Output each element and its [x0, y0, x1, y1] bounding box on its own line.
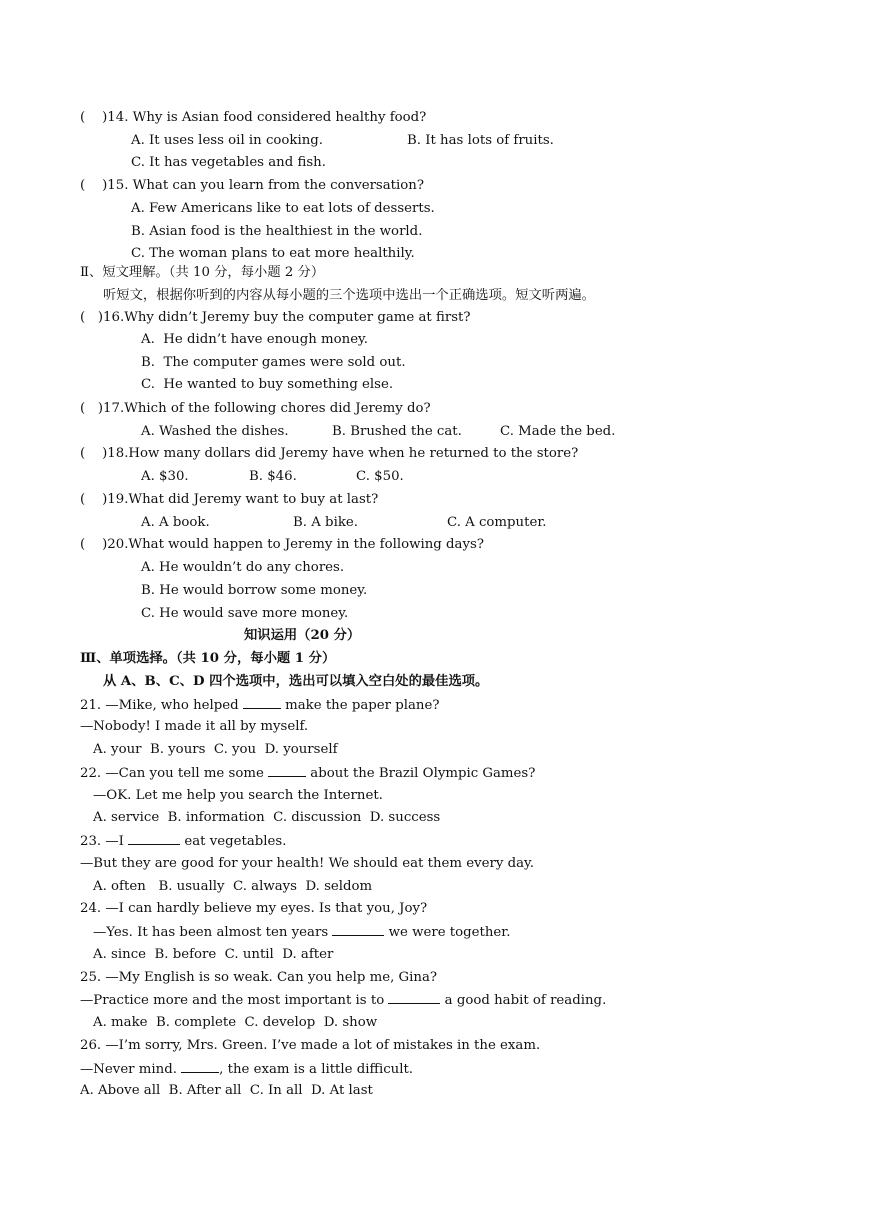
question-21-line-2: —Nobody! I made it all by myself. — [80, 719, 309, 734]
question-22-line-1: 22. —Can you tell me some about the Brazil Olympic Games? — [80, 766, 536, 781]
question-17-option-b: B. Brushed the cat. — [332, 424, 462, 439]
question-15-stem: ( )15. What can you learn from the conversation? — [80, 178, 424, 193]
question-14-option-c: C. It has vegetables and fish. — [131, 155, 326, 170]
question-20-option-b: B. He would borrow some money. — [141, 583, 368, 598]
question-20-stem: ( )20.What would happen to Jeremy in the following days? — [80, 537, 484, 552]
question-18-stem: ( )18.How many dollars did Jeremy have when he returned to the store? — [80, 446, 579, 461]
question-26-options: A. Above all B. After all C. In all D. At last — [80, 1083, 373, 1098]
question-21-line-1: 21. —Mike, who helped make the paper plane? — [80, 698, 440, 713]
section-2-heading: Ⅱ、短文理解。（共 10 分，每小题 2 分） — [80, 265, 325, 280]
question-24-options: A. since B. before C. until D. after — [93, 947, 334, 962]
question-21-options: A. your B. yours C. you D. yourself — [93, 742, 338, 757]
answer-blank — [268, 764, 306, 777]
question-17-stem: ( )17.Which of the following chores did Jeremy do? — [80, 401, 431, 416]
question-19-stem: ( )19.What did Jeremy want to buy at last? — [80, 492, 379, 507]
question-14-option-b: B. It has lots of fruits. — [407, 133, 554, 148]
question-26-line-2: —Never mind. , the exam is a little difficult. — [80, 1062, 414, 1077]
question-20-option-c: C. He would save more money. — [141, 606, 349, 621]
knowledge-section-title: 知识运用（20 分） — [244, 628, 361, 643]
answer-blank — [243, 696, 281, 709]
question-20-option-a: A. He wouldn’t do any chores. — [141, 560, 345, 575]
question-25-line-2: —Practice more and the most important is to a good habit of reading. — [80, 993, 607, 1008]
question-26-line-1: 26. —I’m sorry, Mrs. Green. I’ve made a lot of mistakes in the exam. — [80, 1038, 541, 1053]
question-23-line-2: —But they are good for your health! We should eat them every day. — [80, 856, 534, 871]
section-3-heading: Ⅲ、单项选择。（共 10 分，每小题 1 分） — [80, 651, 336, 666]
question-23-options: A. often B. usually C. always D. seldom — [93, 879, 373, 894]
answer-blank — [332, 923, 384, 936]
question-15-option-a: A. Few Americans like to eat lots of desserts. — [131, 201, 435, 216]
question-24-line-2: —Yes. It has been almost ten years we were together. — [93, 925, 511, 940]
answer-blank — [388, 991, 440, 1004]
question-16-option-a: A. He didn’t have enough money. — [141, 332, 369, 347]
answer-blank — [181, 1060, 219, 1073]
question-25-line-1: 25. —My English is so weak. Can you help me, Gina? — [80, 970, 438, 985]
question-24-line-1: 24. —I can hardly believe my eyes. Is that you, Joy? — [80, 901, 428, 916]
question-14-option-a: A. It uses less oil in cooking. — [131, 133, 324, 148]
question-22-options: A. service B. information C. discussion D. success — [93, 810, 441, 825]
question-15-option-b: B. Asian food is the healthiest in the world. — [131, 224, 423, 239]
question-15-option-c: C. The woman plans to eat more healthily. — [131, 246, 415, 261]
question-16-option-b: B. The computer games were sold out. — [141, 355, 406, 370]
question-19-option-c: C. A computer. — [447, 515, 547, 530]
question-17-option-a: A. Washed the dishes. — [141, 424, 289, 439]
section-2-instruction: 听短文，根据你听到的内容从每小题的三个选项中选出一个正确选项。短文听两遍。 — [103, 288, 595, 303]
question-18-option-c: C. $50. — [356, 469, 404, 484]
question-22-line-2: —OK. Let me help you search the Internet. — [93, 788, 383, 803]
question-19-option-b: B. A bike. — [293, 515, 358, 530]
question-16-option-c: C. He wanted to buy something else. — [141, 377, 394, 392]
question-14-stem: ( )14. Why is Asian food considered healthy food? — [80, 110, 427, 125]
section-3-instruction: 从 A、B、C、D 四个选项中，选出可以填入空白处的最佳选项。 — [103, 674, 489, 689]
question-18-option-b: B. $46. — [249, 469, 297, 484]
answer-blank — [128, 832, 180, 845]
question-17-option-c: C. Made the bed. — [500, 424, 616, 439]
question-19-option-a: A. A book. — [141, 515, 210, 530]
question-18-option-a: A. $30. — [141, 469, 189, 484]
question-23-line-1: 23. —I eat vegetables. — [80, 834, 287, 849]
question-25-options: A. make B. complete C. develop D. show — [93, 1015, 378, 1030]
question-16-stem: ( )16.Why didn’t Jeremy buy the computer game at first? — [80, 310, 471, 325]
